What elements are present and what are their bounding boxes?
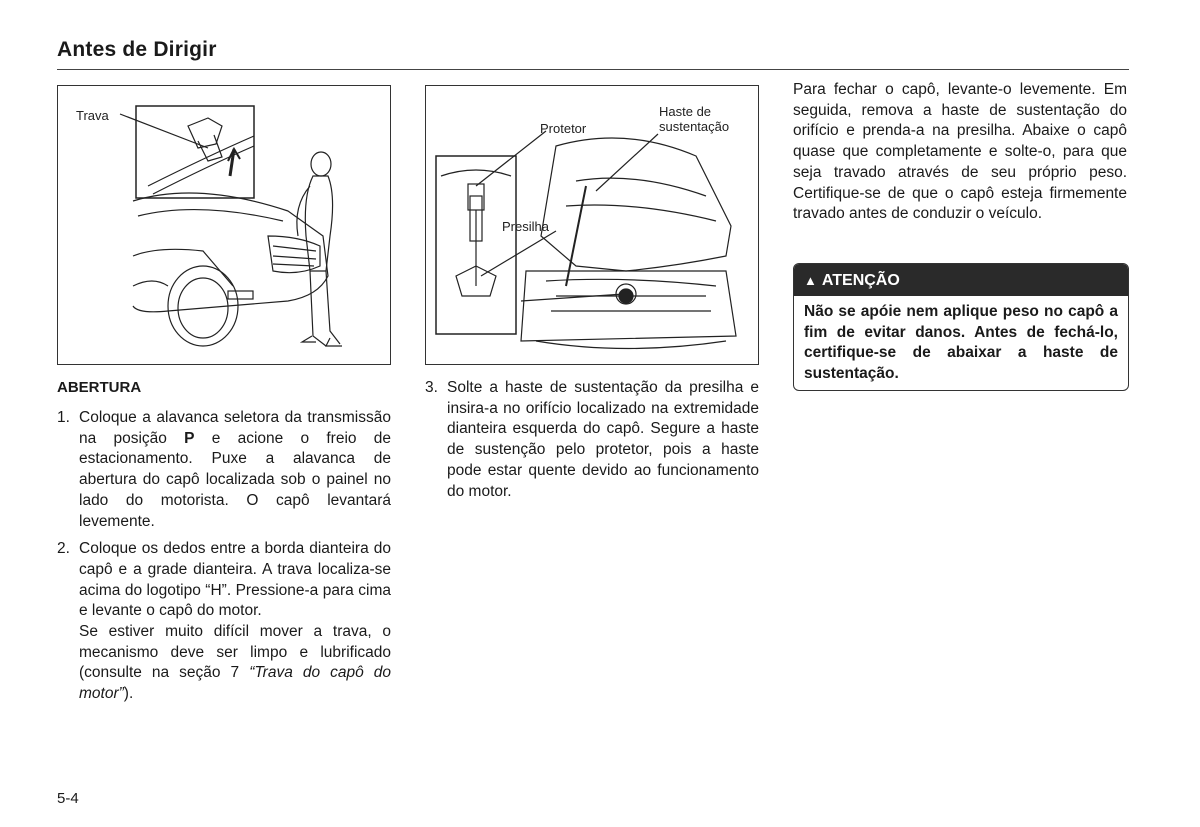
- warning-header: [794, 264, 1128, 296]
- note-reference: “Trava do capô do motor”: [79, 664, 391, 703]
- closing-paragraph: Para fechar o capô, levante-o levemente. Em seguida, remova a haste de sustentação do orifício e prenda-a na presilha. Abaixe o capô quase que completamente e solte-o, para que seja travado através de seu próprio peso. Certifique-se de que o capô esteja firmemente travado antes de conduzir o veículo.: [793, 81, 1127, 223]
- step-text-cont: e acione o freio de estacionamento. Puxe a alavanca de abertura do capô localizada sob o painel no lado do motorista. O capô levantará levemente.: [79, 429, 392, 530]
- gear-p-label: P: [184, 429, 195, 447]
- page-number: 5-4: [57, 790, 79, 807]
- figure-hood-latch: [57, 85, 391, 365]
- step-2: [57, 539, 391, 705]
- step-1: [57, 408, 391, 532]
- step-number: 1.: [57, 409, 70, 426]
- section-title: ABERTURA: [57, 379, 142, 396]
- step-text: Coloque os dedos entre a borda dianteira do capô e a grade dianteira. A trava localiza-se acima do logotipo “H”. Pressione-a para cima e levante o capô do motor.: [79, 540, 391, 620]
- warning-title: ATENÇÃO: [821, 272, 900, 289]
- warning-box: [793, 263, 1129, 391]
- step-note: [79, 622, 391, 705]
- steps-column-2: [425, 378, 759, 509]
- figure-hood-support: [425, 85, 759, 365]
- header-rule: [57, 69, 1129, 70]
- page-header: Antes de Dirigir: [57, 38, 217, 61]
- note-text-end: ).: [123, 685, 134, 703]
- step-number: 3.: [425, 379, 438, 396]
- step-3: [425, 378, 759, 502]
- step-text: Coloque a alavanca seletora da transmissão na posição: [79, 409, 391, 447]
- label-trava: Trava: [76, 108, 109, 123]
- warning-text: Não se apóie nem aplique peso no capô a fim de evitar danos. Antes de fechá-lo, certifique-se de abaixar a haste de sustentação.: [804, 303, 1118, 383]
- warning-triangle-icon: ▲: [804, 273, 817, 288]
- step-text: Solte a haste de sustentação da presilha e insira-a no orifício localizado na extremidade dianteira esquerda do capô. Segure a haste de sustenção pelo protetor, pois a haste pode estar quente devido ao funcionamento do motor.: [447, 379, 759, 500]
- label-presilha: Presilha: [502, 219, 549, 234]
- step-number: 2.: [57, 540, 70, 558]
- note-text: Se estiver muito difícil mover a trava, o mecanismo deve ser limpo e lubrificado (consulte na seção 7: [79, 623, 391, 682]
- label-haste: Haste de sustentação: [659, 104, 730, 134]
- car-latch-illustration: [58, 86, 390, 364]
- label-protetor: Protetor: [540, 121, 587, 136]
- steps-column-1: [57, 408, 391, 712]
